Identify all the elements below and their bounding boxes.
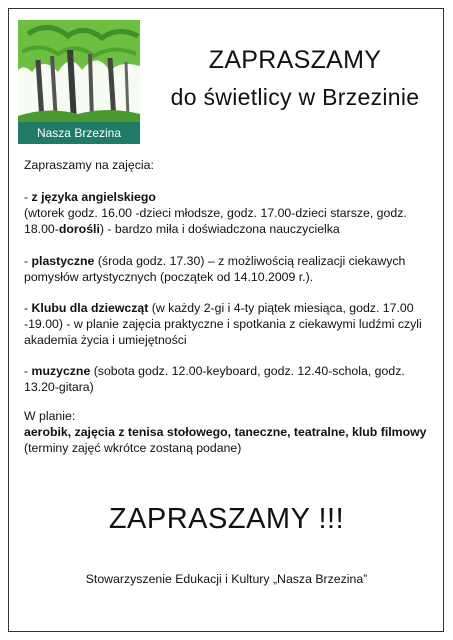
plan-section [24, 408, 430, 456]
dash: - [24, 254, 32, 268]
activity-details: (wtorek godz. 16.00 -dzieci młodsze, godz. 17.00-dzieci starsze, godz. 18.00- [24, 206, 407, 236]
footer-organization: Stowarzyszenie Edukacji i Kultury „Nasza Brzezina” [85, 572, 368, 586]
activity-title: muzyczne [31, 364, 91, 378]
activity-art [24, 253, 430, 285]
activity-details: (w każdy 2-gi i 4-ty piątek miesiąca, godz. 17.00 -19.00) - w planie zajęcia praktyczne i spotkania z ciekawymi ludźmi czyli akademia życia i umiejętności [24, 301, 422, 347]
plan-label: W planie: [24, 409, 76, 423]
activity-girls-club [24, 300, 430, 348]
activity-title: Klubu dla dziewcząt [31, 301, 149, 315]
dash: - [24, 190, 32, 204]
activity-title: z języka angielskiego [31, 190, 156, 204]
page-subtitle: do świetlicy w Brzezinie [170, 84, 420, 110]
activity-music [24, 363, 430, 395]
dash: - [24, 364, 32, 378]
activity-title: plastyczne [31, 254, 95, 268]
plan-activities: aerobik, zajęcia z tenisa stołowego, taneczne, teatralne, klub filmowy [24, 425, 427, 439]
plan-note: (terminy zajęć wkrótce zostaną podane) [24, 441, 242, 455]
activity-english [24, 189, 430, 237]
closing-invitation: ZAPRASZAMY !!! [108, 503, 345, 535]
logo-caption: Nasza Brzezina [18, 122, 140, 144]
intro-text: Zapraszamy na zajęcia: [24, 158, 154, 172]
activity-details-bold: dorośli [58, 222, 100, 236]
activity-details: ) - bardzo miła i doświadczona nauczycielka [99, 222, 340, 236]
dash: - [24, 301, 32, 315]
activity-details: (sobota godz. 12.00-keyboard, godz. 12.40-schola, godz. 13.20-gitara) [24, 364, 405, 394]
logo [18, 20, 140, 144]
page-title: ZAPRASZAMY [208, 46, 382, 74]
activity-details: (środa godz. 17.30) – z możliwością realizacji ciekawych pomysłów artystycznych (początek od 14.10.2009 r.). [24, 254, 406, 284]
